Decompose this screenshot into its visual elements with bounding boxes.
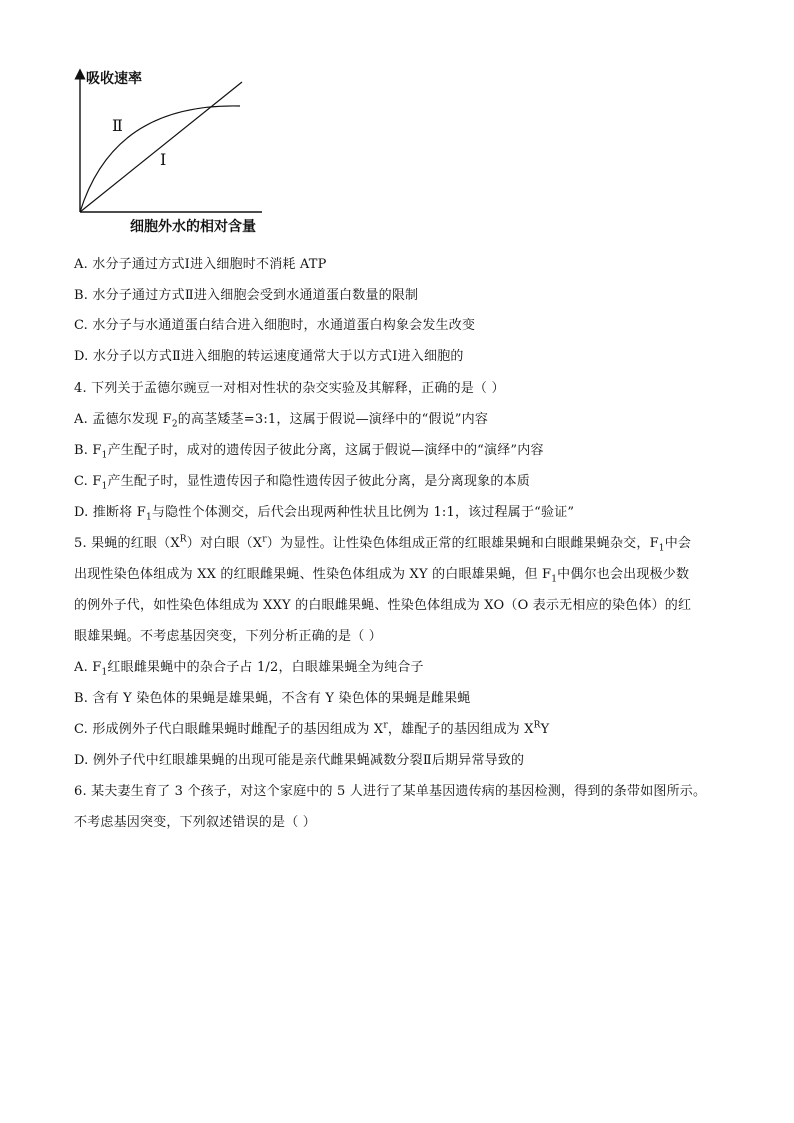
q5-stem-line-2: 出现性染色体组成为 XX 的红眼雌果蝇、性染色体组成为 XY 的白眼雄果蝇，但 $F_1$中偶尔也会出现极少数 xyxy=(74,567,690,585)
q5-stem-line-4: 眼雄果蝇。不考虑基因突变，下列分析正确的是（ ） xyxy=(74,629,382,644)
q4-option-a: A. 孟德尔发现 $F_2$的高茎矮茎=3:1，这属于假说—演绎中的“假说”内容 xyxy=(74,412,489,430)
q5-option-c: C. 形成例外子代白眼雌果蝇时雌配子的基因组成为 $X^r$，雄配子的基因组成为 $X^RY$ xyxy=(74,720,550,737)
q3-option-c: C. 水分子与水通道蛋白结合进入细胞时，水通道蛋白构象会发生改变 xyxy=(74,318,476,333)
absorption-figure xyxy=(62,62,302,242)
curve-1-line xyxy=(80,82,242,212)
q3-option-b: B. 水分子通过方式Ⅱ进入细胞会受到水通道蛋白数量的限制 xyxy=(74,288,419,303)
q4-stem: 4. 下列关于孟德尔豌豆一对相对性状的杂交实验及其解释，正确的是（ ） xyxy=(74,381,505,396)
q6-stem-line-2: 不考虑基因突变，下列叙述错误的是（ ） xyxy=(74,815,316,830)
q5-stem-line-3: 的例外子代，如性染色体组成为 XXY 的白眼雌果蝇、性染色体组成为 XO（O 表示无相应的染色体）的红 xyxy=(74,598,692,613)
q5-option-d: D. 例外子代中红眼雄果蝇的出现可能是亲代雌果蝇减数分裂Ⅱ后期异常导致的 xyxy=(74,753,525,768)
y-axis-label: 吸收速率 xyxy=(86,71,142,87)
q4-option-b: B. $F_1$产生配子时，成对的遗传因子彼此分离，这属于假说—演绎中的“演绎”内容 xyxy=(74,443,544,461)
q3-option-d: D. 水分子以方式Ⅱ进入细胞的转运速度通常大于以方式Ⅰ进入细胞的 xyxy=(74,349,464,364)
q4-option-c: C. $F_1$产生配子时，显性遗传因子和隐性遗传因子彼此分离，是分离现象的本质 xyxy=(74,474,530,492)
curve-2-label: Ⅱ xyxy=(112,116,123,135)
q3-option-a: A. 水分子通过方式Ⅰ进入细胞时不消耗 ATP xyxy=(74,257,327,272)
q5-option-b: B. 含有 Y 染色体的果蝇是雄果蝇，不含有 Y 染色体的果蝇是雌果蝇 xyxy=(74,691,471,706)
x-axis-label: 细胞外水的相对含量 xyxy=(130,219,256,235)
figure-graph xyxy=(62,62,302,242)
q5-option-a: A. $F_1$红眼雌果蝇中的杂合子占 1/2，白眼雄果蝇全为纯合子 xyxy=(74,660,424,678)
q4-option-d: D. 推断将 $F_1$与隐性个体测交，后代会出现两种性状且比例为 1:1，该过程属于“验证” xyxy=(74,505,575,523)
curve-1-label: Ⅰ xyxy=(160,150,167,169)
q5-stem-line-1: 5. 果蝇的红眼$(X^R)$对白眼$(X^r)$为显性。让性染色体组成正常的红眼雄果蝇和白眼雌果蝇杂交，$F_1$中会 xyxy=(74,534,692,554)
q6-stem-line-1: 6. 某夫妻生育了 3 个孩子，对这个家庭中的 5 人进行了某单基因遗传病的基因检测，得到的条带如图所示。 xyxy=(74,784,707,799)
